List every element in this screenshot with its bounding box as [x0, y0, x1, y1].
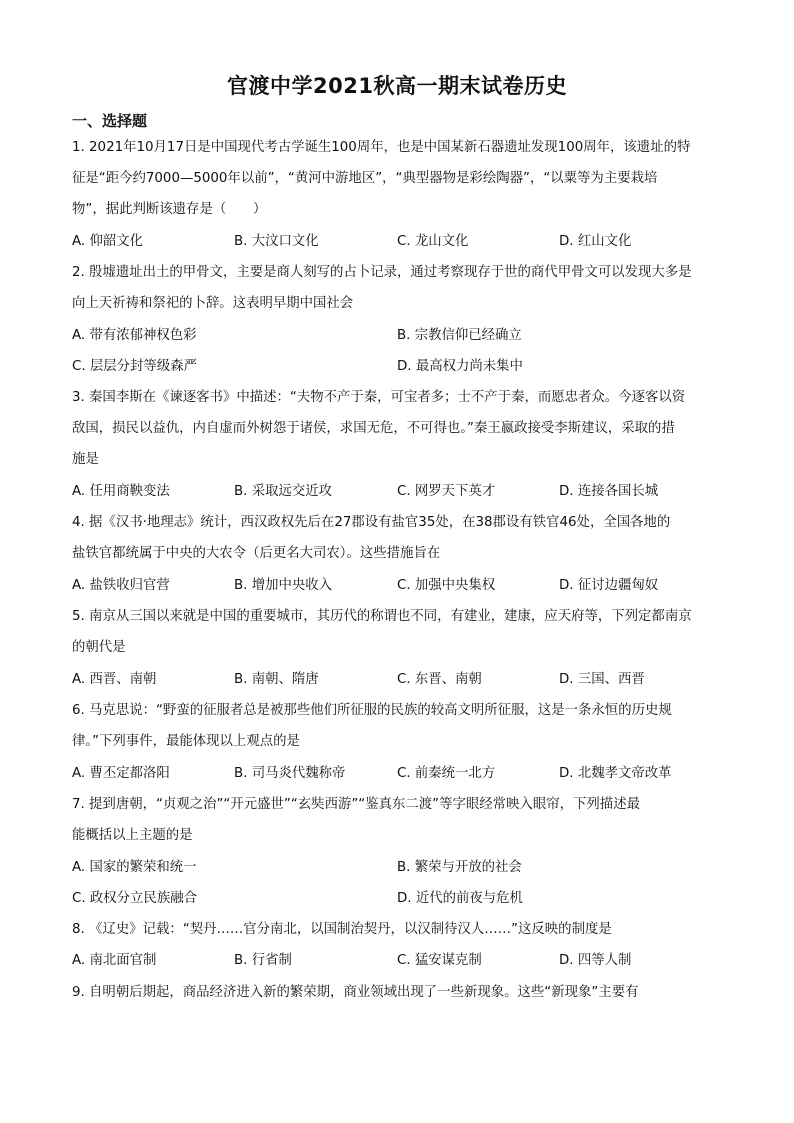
question-4-option-d: D. 征讨边疆匈奴 — [559, 578, 659, 593]
question-2-option-b: B. 宗教信仰已经确立 — [397, 328, 522, 343]
question-3-option-d: D. 连接各国长城 — [559, 484, 659, 499]
question-7-line-1: 7. 提到唐朝，“贞观之治”“开元盛世”“玄奘西游”“鉴真东二渡”等字眼经常映入眼帘，下列描述最 — [72, 797, 640, 812]
question-8-option-c: C. 猛安谋克制 — [397, 953, 482, 968]
question-1-option-b: B. 大汶口文化 — [234, 234, 319, 249]
question-8-options — [72, 952, 732, 970]
question-8-line-1: 8. 《辽史》记载：“契丹……官分南北，以国制治契丹，以汉制待汉人……”这反映的制度是 — [72, 922, 612, 937]
question-2-options-row-2 — [72, 358, 732, 376]
question-6-line-2: 律。”下列事件，最能体现以上观点的是 — [72, 734, 300, 749]
question-4-options — [72, 577, 732, 595]
question-7-option-c: C. 政权分立民族融合 — [72, 891, 197, 906]
question-3-line-1: 3. 秦国李斯在《谏逐客书》中描述：“夫物不产于秦，可宝者多；士不产于秦，而愿忠者众。今逐客以资 — [72, 390, 686, 405]
page-title: 官渡中学2021秋高一期末试卷历史 — [227, 74, 567, 98]
question-7-option-d: D. 近代的前夜与危机 — [397, 891, 523, 906]
question-3-line-2: 敌国，损民以益仇，内自虚而外树怨于诸侯，求国无危，不可得也。”秦王嬴政接受李斯建议，采取的措 — [72, 421, 675, 436]
question-6-option-a: A. 曹丕定都洛阳 — [72, 766, 170, 781]
question-1-line-1: 1. 2021年10月17日是中国现代考古学诞生100周年，也是中国某新石器遗址发现100周年，该遗址的特 — [72, 140, 691, 155]
question-7-option-a: A. 国家的繁荣和统一 — [72, 860, 197, 875]
question-4-line-1: 4. 据《汉书·地理志》统计，西汉政权先后在27郡设有盐官35处，在38郡设有铁官46处，全国各地的 — [72, 515, 671, 530]
question-7-options-row-2 — [72, 890, 732, 908]
question-2-option-d: D. 最高权力尚未集中 — [397, 359, 523, 374]
question-2-options-row-1 — [72, 327, 732, 345]
question-5-option-a: A. 西晋、南朝 — [72, 672, 157, 687]
question-4-option-a: A. 盐铁收归官营 — [72, 578, 170, 593]
question-7-option-b: B. 繁荣与开放的社会 — [397, 860, 522, 875]
question-5-line-2: 的朝代是 — [72, 640, 126, 655]
question-3-option-c: C. 网罗天下英才 — [397, 484, 496, 499]
question-2-line-1: 2. 殷墟遗址出土的甲骨文，主要是商人刻写的占卜记录，通过考察现存于世的商代甲骨文可以发现大多是 — [72, 265, 692, 280]
question-6-option-c: C. 前秦统一北方 — [397, 766, 496, 781]
question-8-option-b: B. 行省制 — [234, 953, 292, 968]
question-5-line-1: 5. 南京从三国以来就是中国的重要城市，其历代的称谓也不同，有建业，建康，应天府等，下列定都南京 — [72, 609, 692, 624]
question-2-line-2: 向上天祈祷和祭祀的卜辞。这表明早期中国社会 — [72, 296, 354, 311]
question-7-options-row-1 — [72, 859, 732, 877]
question-9-line-1: 9. 自明朝后期起，商品经济进入新的繁荣期，商业领域出现了一些新现象。这些“新现象”主要有 — [72, 985, 639, 1000]
question-4-line-2: 盐铁官都统属于中央的大农令（后更名大司农）。这些措施旨在 — [72, 546, 441, 561]
question-3-option-a: A. 任用商鞅变法 — [72, 484, 170, 499]
question-4-option-c: C. 加强中央集权 — [397, 578, 496, 593]
section-heading: 一、选择题 — [72, 112, 148, 130]
question-8-option-d: D. 四等人制 — [559, 953, 632, 968]
question-2-option-a: A. 带有浓郁神权色彩 — [72, 328, 197, 343]
question-5-option-d: D. 三国、西晋 — [559, 672, 645, 687]
question-6-option-d: D. 北魏孝文帝改革 — [559, 766, 672, 781]
question-3-option-b: B. 采取远交近攻 — [234, 484, 333, 499]
question-1-line-3: 物”，据此判断该遗存是（ ） — [72, 202, 267, 217]
question-5-option-b: B. 南朝、隋唐 — [234, 672, 319, 687]
question-4-option-b: B. 增加中央收入 — [234, 578, 333, 593]
question-6-option-b: B. 司马炎代魏称帝 — [234, 766, 346, 781]
question-7-line-2: 能概括以上主题的是 — [72, 828, 193, 843]
question-3-line-3: 施是 — [72, 452, 99, 467]
question-5-options — [72, 671, 732, 689]
question-1-option-a: A. 仰韶文化 — [72, 234, 143, 249]
question-1-option-c: C. 龙山文化 — [397, 234, 469, 249]
question-1-option-d: D. 红山文化 — [559, 234, 632, 249]
question-1-line-2: 征是“距今约7000—5000年以前”，“黄河中游地区”，“典型器物是彩绘陶器”，“以粟等为主要栽培 — [72, 171, 658, 186]
question-5-option-c: C. 东晋、南朝 — [397, 672, 482, 687]
question-2-option-c: C. 层层分封等级森严 — [72, 359, 197, 374]
question-3-options — [72, 483, 732, 501]
question-6-line-1: 6. 马克思说：“野蛮的征服者总是被那些他们所征服的民族的较高文明所征服，这是一条永恒的历史规 — [72, 703, 672, 718]
question-6-options — [72, 765, 732, 783]
question-8-option-a: A. 南北面官制 — [72, 953, 157, 968]
question-1-options — [72, 233, 732, 251]
